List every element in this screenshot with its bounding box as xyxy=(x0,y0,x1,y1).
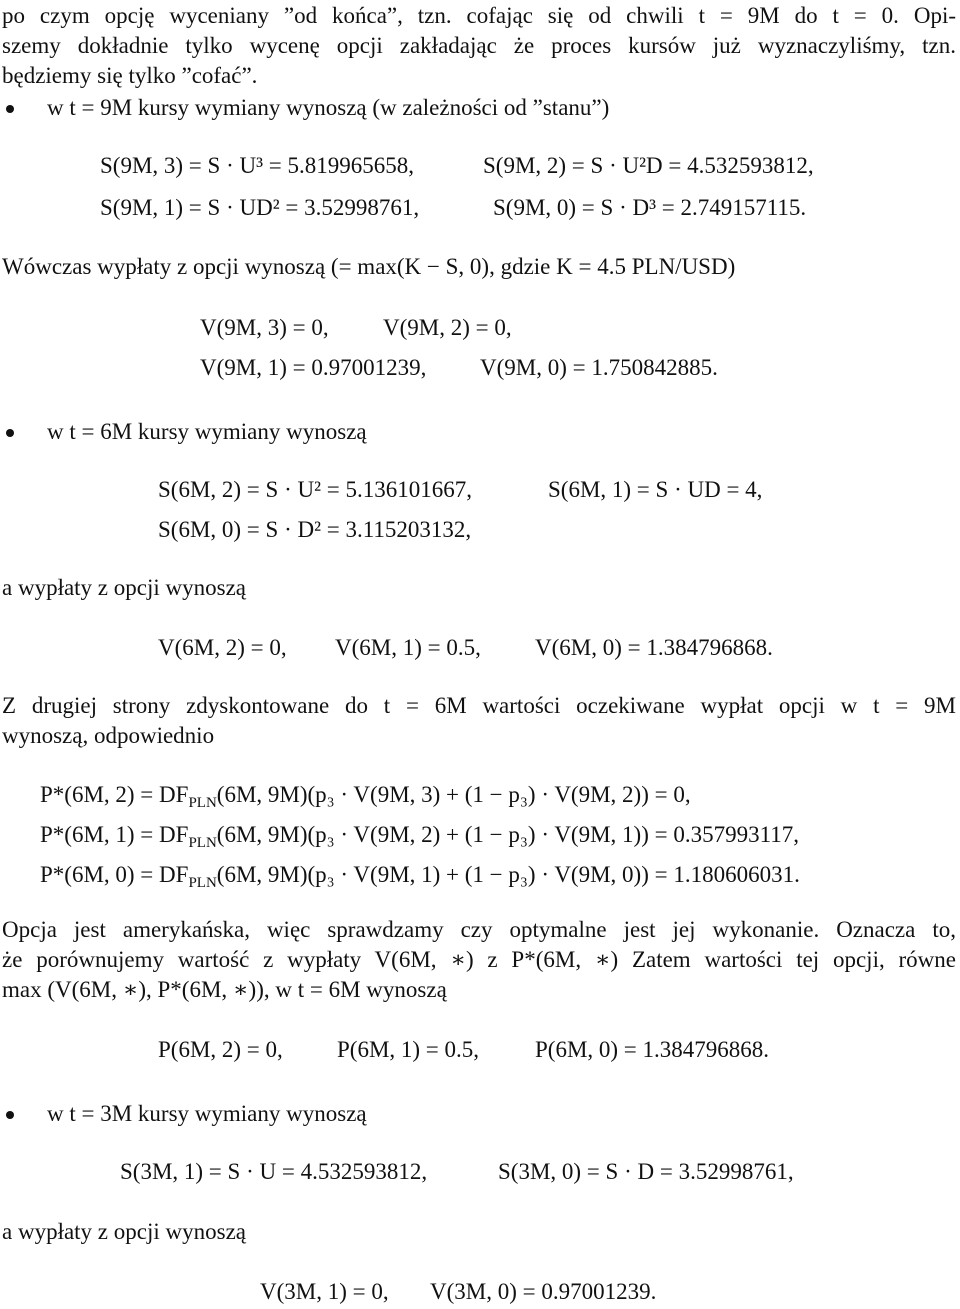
text-line: max (V(6M, ∗), P*(6M, ∗)), w t = 6M wynoszą xyxy=(2,977,447,1002)
text-line: Opcja jest amerykańska, więc sprawdzamy czy optymalne jest jej wykonanie. Oznacza to, xyxy=(2,917,956,942)
equation-part: P*(6M, 0) = DF xyxy=(40,862,189,887)
text-line: a wypłaty z opcji wynoszą xyxy=(2,1219,246,1244)
equation: S(3M, 0) = S · D = 3.52998761, xyxy=(498,1159,794,1184)
equation-subscript: PLN xyxy=(188,795,217,811)
text-line: że porównujemy wartość z wypłaty V(6M, ∗) z P*(6M, ∗) Zatem wartości tej opcji, równe xyxy=(2,947,956,972)
bullet-3m: w t = 3M kursy wymiany wynoszą xyxy=(47,1101,367,1126)
equation: S(9M, 2) = S · U²D = 4.532593812, xyxy=(483,153,814,178)
equation: V(9M, 2) = 0, xyxy=(383,315,512,340)
equation: P(6M, 0) = 1.384796868. xyxy=(535,1037,770,1062)
equation: S(9M, 0) = S · D³ = 2.749157115. xyxy=(493,195,807,220)
equation-part: (6M, 9M)(p₃ · V(9M, 3) + (1 − p₃) · V(9M, 2)) = 0, xyxy=(216,782,691,807)
equation-expected xyxy=(40,781,691,809)
equation: S(9M, 3) = S · U³ = 5.819965658, xyxy=(100,153,414,178)
text-line: wynoszą, odpowiednio xyxy=(2,723,215,748)
text-line: a wypłaty z opcji wynoszą xyxy=(2,575,246,600)
equation: P(6M, 2) = 0, xyxy=(158,1037,283,1062)
equation-part: P*(6M, 1) = DF xyxy=(40,822,189,847)
equation-part: P*(6M, 2) = DF xyxy=(40,782,189,807)
text-line: będziemy się tylko ”cofać”. xyxy=(2,63,258,88)
equation-part: (6M, 9M)(p₃ · V(9M, 2) + (1 − p₃) · V(9M, 1)) = 0.357993117, xyxy=(216,822,799,847)
equation-subscript: PLN xyxy=(188,835,217,851)
equation: V(9M, 1) = 0.97001239, xyxy=(200,355,427,380)
equation-subscript: PLN xyxy=(188,875,217,891)
text-line: szemy dokładnie tylko wycenę opcji zakładając że proces kursów już wyznaczyliśmy, tzn. xyxy=(2,33,956,58)
text-line: Wówczas wypłaty z opcji wynoszą (= max(K − S, 0), gdzie K = 4.5 PLN/USD) xyxy=(2,254,736,279)
text-line: po czym opcję wyceniany ”od końca”, tzn. cofając się od chwili t = 9M do t = 0. Opi- xyxy=(2,3,956,28)
bullet-6m: w t = 6M kursy wymiany wynoszą xyxy=(47,419,367,444)
equation: V(6M, 1) = 0.5, xyxy=(335,635,481,660)
equation: V(3M, 1) = 0, xyxy=(260,1279,389,1304)
equation: P(6M, 1) = 0.5, xyxy=(337,1037,480,1062)
equation: S(9M, 1) = S · UD² = 3.52998761, xyxy=(100,195,420,220)
bullet-icon xyxy=(6,105,14,113)
text-line: Z drugiej strony zdyskontowane do t = 6M wartości oczekiwane wypłat opcji w t = 9M xyxy=(2,693,956,718)
equation: V(6M, 2) = 0, xyxy=(158,635,287,660)
equation: S(6M, 1) = S · UD = 4, xyxy=(548,477,763,502)
equation: V(3M, 0) = 0.97001239. xyxy=(430,1279,657,1304)
equation: S(6M, 0) = S · D² = 3.115203132, xyxy=(158,517,472,542)
equation: S(6M, 2) = S · U² = 5.136101667, xyxy=(158,477,472,502)
equation-expected xyxy=(40,821,799,849)
bullet-icon xyxy=(6,1111,14,1119)
bullet-9m: w t = 9M kursy wymiany wynoszą (w zależności od ”stanu”) xyxy=(47,95,610,120)
equation-expected xyxy=(40,861,800,889)
equation: V(6M, 0) = 1.384796868. xyxy=(535,635,773,660)
bullet-icon xyxy=(6,429,14,437)
equation: V(9M, 3) = 0, xyxy=(200,315,329,340)
equation-part: (6M, 9M)(p₃ · V(9M, 1) + (1 − p₃) · V(9M, 0)) = 1.180606031. xyxy=(216,862,800,887)
equation: V(9M, 0) = 1.750842885. xyxy=(480,355,718,380)
equation: S(3M, 1) = S · U = 4.532593812, xyxy=(120,1159,428,1184)
